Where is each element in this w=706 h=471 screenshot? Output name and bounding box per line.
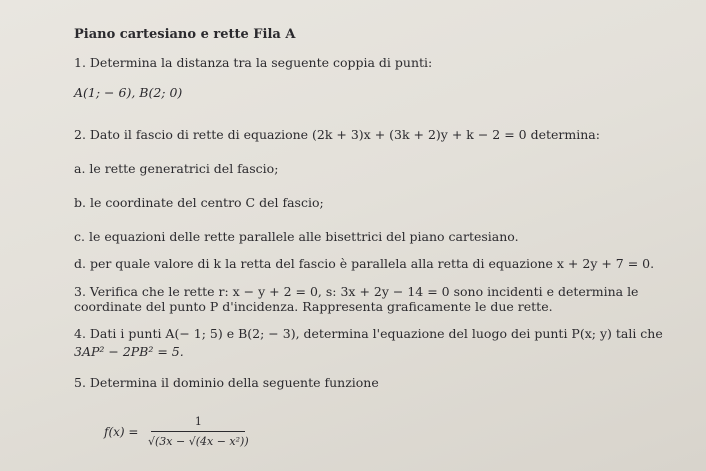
question-4-line2: 3AP² − 2PB² = 5.	[74, 344, 184, 359]
function-fraction	[148, 415, 249, 448]
question-5-text: 5. Determina il dominio della seguente funzione	[74, 375, 379, 390]
fraction-numerator: 1	[194, 415, 202, 428]
question-2-text: 2. Dato il fascio di rette di equazione (2k + 3)x + (3k + 2)y + k − 2 = 0 determina:	[74, 127, 600, 142]
question-3-line2: coordinate del punto P d'incidenza. Rappresenta graficamente le due rette.	[74, 299, 553, 314]
question-4-line1: 4. Dati i punti A(− 1; 5) e B(2; − 3), determina l'equazione del luogo dei punti P(x; y) tali che	[74, 326, 663, 341]
question-1-text: 1. Determina la distanza tra la seguente coppia di punti:	[74, 55, 433, 70]
page-title: Piano cartesiano e rette Fila A	[74, 27, 296, 42]
question-2b: b. le coordinate del centro C del fascio;	[74, 195, 324, 210]
question-2a: a. le rette generatrici del fascio;	[74, 161, 279, 176]
question-1-points: A(1; − 6), B(2; 0)	[74, 85, 183, 100]
question-3-line1: 3. Verifica che le rette r: x − y + 2 = 0, s: 3x + 2y − 14 = 0 sono incidenti e determina le	[74, 284, 639, 299]
function-label: f(x) =	[104, 425, 139, 439]
fraction-denominator: √(3x − √(4x − x²))	[148, 435, 249, 448]
question-2c: c. le equazioni delle rette parallele alle bisettrici del piano cartesiano.	[74, 229, 519, 244]
question-2d: d. per quale valore di k la retta del fascio è parallela alla retta di equazione x + 2y + 7 = 0.	[74, 256, 655, 271]
